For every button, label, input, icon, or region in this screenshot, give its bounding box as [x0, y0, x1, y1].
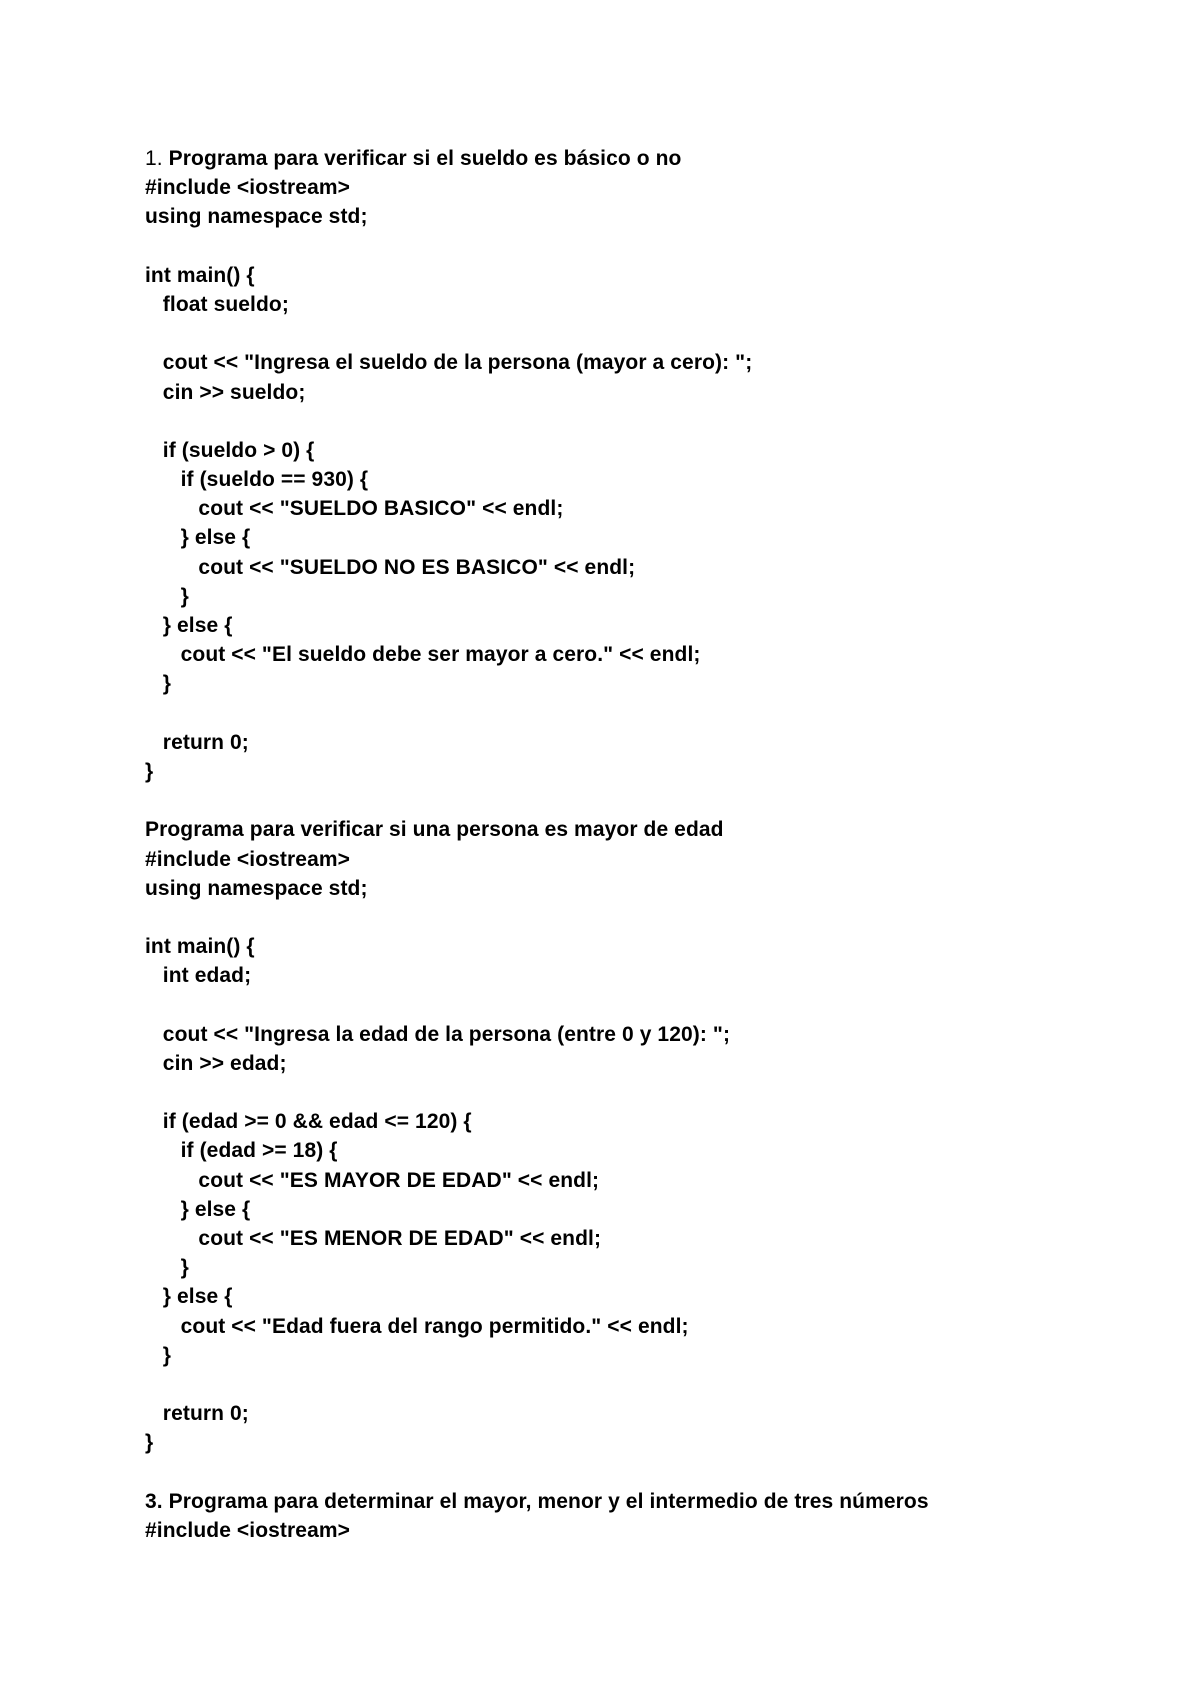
code-line: if (sueldo > 0) { — [145, 438, 315, 462]
code-line: cin >> sueldo; — [145, 380, 306, 404]
code-line — [145, 1370, 1145, 1399]
code-line: if (edad >= 0 && edad <= 120) { — [145, 1110, 472, 1134]
code-line — [145, 990, 1145, 1019]
document-body — [145, 144, 1145, 1545]
code-line: cout << "ES MAYOR DE EDAD" << endl; — [145, 1168, 600, 1192]
code-line: using namespace std; — [145, 876, 368, 900]
code-line: cin >> edad; — [145, 1051, 287, 1075]
code-line: int main() { — [145, 263, 255, 287]
code-line: } — [145, 672, 172, 696]
code-line: return 0; — [145, 730, 249, 754]
section-1-number: 1. — [145, 147, 163, 170]
code-line: int main() { — [145, 935, 255, 959]
code-line — [145, 903, 1145, 932]
section-1-title-text: Programa para verificar si el sueldo es básico o no — [162, 147, 682, 170]
code-line: int edad; — [145, 964, 252, 988]
code-line: cout << "Ingresa el sueldo de la persona (mayor a cero): "; — [145, 351, 753, 375]
code-line: } else { — [145, 1285, 233, 1309]
code-line: using namespace std; — [145, 205, 368, 229]
code-line: } — [145, 1343, 172, 1367]
code-line: } else { — [145, 614, 233, 637]
code-line — [145, 1078, 1145, 1107]
code-line: } — [145, 1256, 189, 1280]
code-line: cout << "SUELDO BASICO" << endl; — [145, 497, 564, 521]
code-line: } — [145, 1431, 154, 1455]
code-line: #include <iostream> — [145, 1518, 350, 1542]
code-line: if (edad >= 18) { — [145, 1139, 338, 1163]
code-line: cout << "Edad fuera del rango permitido." << endl; — [145, 1314, 689, 1338]
code-line — [145, 699, 1145, 728]
section-2-title: Programa para verificar si una persona es mayor de edad — [145, 818, 724, 842]
code-line — [145, 1457, 1145, 1486]
section-1-title — [145, 144, 1145, 173]
code-line — [145, 232, 1145, 261]
code-line: cout << "SUELDO NO ES BASICO" << endl; — [145, 555, 636, 579]
code-line — [145, 407, 1145, 436]
code-line: if (sueldo == 930) { — [145, 468, 369, 492]
code-line: float sueldo; — [145, 292, 289, 316]
code-line: #include <iostream> — [145, 176, 350, 200]
code-line: return 0; — [145, 1402, 249, 1426]
code-line — [145, 786, 1145, 815]
code-line: } — [145, 759, 154, 783]
section-3-title: 3. Programa para determinar el mayor, menor y el intermedio de tres números — [145, 1489, 929, 1513]
code-line: } else { — [145, 1197, 251, 1221]
section-1-code — [145, 173, 1145, 815]
code-line: } — [145, 584, 189, 608]
code-line — [145, 319, 1145, 348]
code-line: cout << "ES MENOR DE EDAD" << endl; — [145, 1226, 602, 1250]
code-line: } else { — [145, 526, 251, 550]
code-line: cout << "Ingresa la edad de la persona (entre 0 y 120): "; — [145, 1022, 731, 1046]
code-line: #include <iostream> — [145, 847, 350, 871]
code-line: cout << "El sueldo debe ser mayor a cero." << endl; — [145, 643, 701, 667]
section-2-code — [145, 845, 1145, 1487]
section-3-code — [145, 1516, 1145, 1545]
